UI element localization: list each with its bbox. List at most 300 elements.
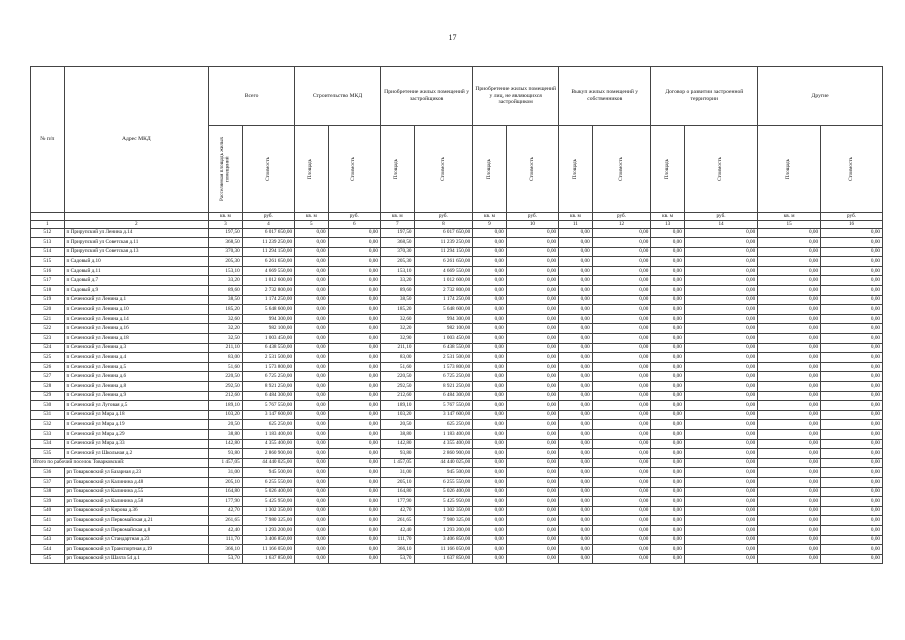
cost-cell: 0,00 — [684, 228, 757, 238]
column-numbers-row — [31, 221, 883, 229]
cost-cell: 0,00 — [592, 295, 651, 305]
area-cell: 0,00 — [473, 477, 507, 487]
row-number: 529 — [31, 391, 65, 401]
cost-cell: 8 921 250,00 — [242, 382, 294, 392]
area-cell: 89,60 — [209, 286, 243, 296]
area-cell: 0,00 — [295, 420, 329, 430]
area-cell: 0,00 — [559, 238, 593, 248]
cost-cell: 0,00 — [684, 372, 757, 382]
unit-rub: руб. — [592, 213, 651, 221]
sub-cost: Стоимость — [350, 157, 357, 181]
area-cell: 0,00 — [651, 420, 685, 430]
area-cell: 0,00 — [295, 343, 329, 353]
column-number: 9 — [473, 221, 507, 229]
area-cell: 0,00 — [651, 506, 685, 516]
area-cell: 0,00 — [559, 305, 593, 315]
cost-cell: 0,00 — [821, 382, 883, 392]
cost-cell: 0,00 — [821, 391, 883, 401]
cost-cell: 5 648 600,00 — [242, 305, 294, 315]
cost-cell: 3 147 600,00 — [242, 410, 294, 420]
area-cell: 368,50 — [380, 238, 414, 248]
cost-cell: 6 017 650,00 — [414, 228, 473, 238]
cost-cell: 6 438 550,00 — [414, 343, 473, 353]
area-cell: 0,00 — [651, 429, 685, 439]
cost-cell: 0,00 — [506, 477, 558, 487]
cost-cell: 2 732 800,00 — [242, 286, 294, 296]
area-cell: 0,00 — [295, 506, 329, 516]
cost-cell: 0,00 — [328, 353, 380, 363]
row-number: 545 — [31, 554, 65, 564]
cost-cell: 0,00 — [821, 266, 883, 276]
area-cell: 164,80 — [380, 487, 414, 497]
area-cell: 0,00 — [473, 420, 507, 430]
row-number: 523 — [31, 334, 65, 344]
cost-cell: 5 026 400,00 — [242, 487, 294, 497]
row-number: 543 — [31, 535, 65, 545]
area-cell: 0,00 — [559, 295, 593, 305]
column-number: 11 — [559, 221, 593, 229]
cost-cell: 1 293 200,00 — [242, 525, 294, 535]
cost-cell: 4 355 400,00 — [242, 439, 294, 449]
cost-cell: 994 300,00 — [414, 314, 473, 324]
cost-cell: 1 012 600,00 — [414, 276, 473, 286]
area-cell: 0,00 — [651, 545, 685, 555]
header-group-other: Другие — [758, 67, 883, 126]
area-cell: 0,00 — [295, 439, 329, 449]
relocation-table — [30, 66, 883, 564]
cost-cell: 0,00 — [684, 247, 757, 257]
area-cell: 0,00 — [295, 314, 329, 324]
area-cell: 0,00 — [295, 497, 329, 507]
cost-cell: 0,00 — [328, 334, 380, 344]
cost-cell: 11 294 150,00 — [414, 247, 473, 257]
cost-cell: 0,00 — [328, 420, 380, 430]
area-cell: 0,00 — [295, 372, 329, 382]
cost-cell: 5 425 950,00 — [414, 497, 473, 507]
area-cell: 211,10 — [209, 343, 243, 353]
sub-area: Площадь — [785, 158, 792, 180]
area-cell: 205,30 — [209, 257, 243, 267]
area-cell: 0,00 — [473, 295, 507, 305]
column-number: 6 — [328, 221, 380, 229]
cost-cell: 0,00 — [328, 487, 380, 497]
area-cell: 0,00 — [758, 286, 821, 296]
area-cell: 0,00 — [559, 276, 593, 286]
area-cell: 0,00 — [758, 487, 821, 497]
table-row — [31, 516, 883, 526]
cost-cell: 0,00 — [506, 525, 558, 535]
area-cell: 0,00 — [295, 468, 329, 478]
area-cell: 0,00 — [295, 477, 329, 487]
cost-cell: 0,00 — [592, 477, 651, 487]
area-cell: 0,00 — [559, 477, 593, 487]
subtotal-label: Итого по рабочий поселок Товарковский: — [31, 458, 209, 468]
cost-cell: 1 302 350,00 — [242, 506, 294, 516]
table-row — [31, 487, 883, 497]
cost-cell: 0,00 — [684, 497, 757, 507]
cost-cell: 0,00 — [821, 276, 883, 286]
area-cell: 164,80 — [209, 487, 243, 497]
table-row — [31, 228, 883, 238]
cost-cell: 0,00 — [592, 266, 651, 276]
cost-cell: 0,00 — [506, 334, 558, 344]
area-cell: 0,00 — [651, 487, 685, 497]
table-row — [31, 266, 883, 276]
row-number: 521 — [31, 314, 65, 324]
area-cell: 0,00 — [651, 362, 685, 372]
cost-cell: 4 669 550,00 — [242, 266, 294, 276]
cost-cell: 1 637 850,00 — [242, 554, 294, 564]
cost-cell: 0,00 — [592, 343, 651, 353]
cost-cell: 0,00 — [592, 305, 651, 315]
cost-cell: 0,00 — [821, 545, 883, 555]
table-row — [31, 276, 883, 286]
area-cell: 189,10 — [380, 401, 414, 411]
area-cell: 0,00 — [473, 286, 507, 296]
row-number: 533 — [31, 429, 65, 439]
area-cell: 0,00 — [758, 401, 821, 411]
cost-cell: 1 293 200,00 — [414, 525, 473, 535]
table-row — [31, 324, 883, 334]
cost-cell: 0,00 — [592, 228, 651, 238]
area-cell: 111,70 — [380, 535, 414, 545]
header-group-non-developer: Приобретение жилых помещений у лиц, не являющихся застройщиком — [473, 67, 559, 126]
sub-cost: Стоимость — [617, 157, 624, 181]
area-cell: 0,00 — [559, 468, 593, 478]
area-cell: 0,00 — [758, 516, 821, 526]
cost-cell: 0,00 — [328, 257, 380, 267]
area-cell: 177,90 — [209, 497, 243, 507]
cost-cell: 5 767 550,00 — [242, 401, 294, 411]
cost-cell: 5 026 400,00 — [414, 487, 473, 497]
row-number: 537 — [31, 477, 65, 487]
cost-cell: 0,00 — [328, 535, 380, 545]
area-cell: 0,00 — [473, 382, 507, 392]
cost-cell: 0,00 — [821, 458, 883, 468]
area-cell: 42,70 — [380, 506, 414, 516]
area-cell: 0,00 — [758, 545, 821, 555]
cost-cell: 6 017 650,00 — [242, 228, 294, 238]
table-row — [31, 295, 883, 305]
cost-cell: 0,00 — [506, 343, 558, 353]
header-group-development-agreement: Договор о развитии застроенной территории — [651, 67, 758, 126]
cost-cell: 0,00 — [328, 545, 380, 555]
area-cell: 0,00 — [473, 535, 507, 545]
area-cell: 0,00 — [473, 372, 507, 382]
cost-cell: 0,00 — [506, 228, 558, 238]
cost-cell: 1 012 600,00 — [242, 276, 294, 286]
area-cell: 0,00 — [559, 266, 593, 276]
area-cell: 0,00 — [758, 362, 821, 372]
area-cell: 1 457,05 — [380, 458, 414, 468]
cost-cell: 0,00 — [821, 353, 883, 363]
header-address: Адрес МКД — [64, 67, 209, 213]
cost-cell: 0,00 — [684, 506, 757, 516]
cost-cell: 0,00 — [506, 516, 558, 526]
area-cell: 0,00 — [559, 372, 593, 382]
cost-cell: 0,00 — [684, 439, 757, 449]
column-number: 7 — [380, 221, 414, 229]
cost-cell: 2 732 800,00 — [414, 286, 473, 296]
area-cell: 0,00 — [758, 266, 821, 276]
area-cell: 0,00 — [473, 228, 507, 238]
cost-cell: 11 166 050,00 — [414, 545, 473, 555]
row-number: 516 — [31, 266, 65, 276]
area-cell: 0,00 — [651, 554, 685, 564]
table-row — [31, 247, 883, 257]
address-cell: п Сеченский ул Ленина д.6 — [64, 372, 209, 382]
cost-cell: 6 725 250,00 — [242, 372, 294, 382]
cost-cell: 11 239 250,00 — [242, 238, 294, 248]
area-cell: 0,00 — [758, 449, 821, 459]
sub-area: Площадь — [663, 158, 670, 180]
cost-cell: 0,00 — [684, 449, 757, 459]
cost-cell: 0,00 — [821, 247, 883, 257]
area-cell: 0,00 — [559, 247, 593, 257]
cost-cell: 5 648 600,00 — [414, 305, 473, 315]
cost-cell: 1 573 800,00 — [414, 362, 473, 372]
area-cell: 0,00 — [295, 305, 329, 315]
cost-cell: 0,00 — [328, 324, 380, 334]
cost-cell: 0,00 — [506, 305, 558, 315]
cost-cell: 7 980 325,00 — [242, 516, 294, 526]
row-number: 532 — [31, 420, 65, 430]
area-cell: 370,30 — [380, 247, 414, 257]
address-cell: рп Товарковский ул Стандартная д.23 — [64, 535, 209, 545]
area-cell: 211,10 — [380, 343, 414, 353]
area-cell: 0,00 — [758, 497, 821, 507]
cost-cell: 0,00 — [506, 286, 558, 296]
area-cell: 0,00 — [473, 554, 507, 564]
area-cell: 0,00 — [295, 238, 329, 248]
cost-cell: 945 500,00 — [414, 468, 473, 478]
area-cell: 0,00 — [295, 324, 329, 334]
cost-cell: 0,00 — [592, 458, 651, 468]
header-group-construction: Строительство МКД — [295, 67, 381, 126]
area-cell: 205,30 — [380, 257, 414, 267]
table-row — [31, 468, 883, 478]
unit-rub: руб. — [328, 213, 380, 221]
cost-cell: 0,00 — [592, 506, 651, 516]
area-cell: 0,00 — [758, 410, 821, 420]
area-cell: 0,00 — [295, 401, 329, 411]
area-cell: 83,00 — [209, 353, 243, 363]
area-cell: 0,00 — [758, 372, 821, 382]
area-cell: 0,00 — [295, 535, 329, 545]
area-cell: 142,80 — [209, 439, 243, 449]
area-cell: 0,00 — [758, 391, 821, 401]
area-cell: 20,50 — [209, 420, 243, 430]
column-number: 15 — [758, 221, 821, 229]
address-cell: рп Товарковский ул Калинина д.55 — [64, 487, 209, 497]
area-cell: 212,60 — [380, 391, 414, 401]
cost-cell: 0,00 — [684, 477, 757, 487]
area-cell: 93,80 — [209, 449, 243, 459]
area-cell: 0,00 — [473, 334, 507, 344]
cost-cell: 0,00 — [592, 362, 651, 372]
row-number: 515 — [31, 257, 65, 267]
cost-cell: 0,00 — [821, 410, 883, 420]
cost-cell: 11 294 150,00 — [242, 247, 294, 257]
area-cell: 0,00 — [473, 305, 507, 315]
address-cell: рп Товарковский ул Шахта 54 д.1 — [64, 554, 209, 564]
cost-cell: 0,00 — [821, 324, 883, 334]
sub-area-total: Расселяемая площадь жилых помещений — [218, 136, 231, 202]
row-number: 522 — [31, 324, 65, 334]
cost-cell: 0,00 — [684, 266, 757, 276]
area-cell: 38,80 — [380, 429, 414, 439]
area-cell: 111,70 — [209, 535, 243, 545]
area-cell: 0,00 — [559, 314, 593, 324]
area-cell: 0,00 — [651, 525, 685, 535]
row-number: 514 — [31, 247, 65, 257]
cost-cell: 0,00 — [592, 525, 651, 535]
sub-cost: Стоимость — [439, 157, 446, 181]
cost-cell: 0,00 — [506, 554, 558, 564]
area-cell: 0,00 — [651, 266, 685, 276]
row-number: 513 — [31, 238, 65, 248]
area-cell: 32,60 — [380, 314, 414, 324]
area-cell: 0,00 — [758, 477, 821, 487]
cost-cell: 0,00 — [592, 410, 651, 420]
area-cell: 0,00 — [559, 506, 593, 516]
cost-cell: 0,00 — [684, 276, 757, 286]
area-cell: 0,00 — [651, 401, 685, 411]
cost-cell: 0,00 — [506, 497, 558, 507]
unit-rub: руб. — [414, 213, 473, 221]
cost-cell: 0,00 — [506, 314, 558, 324]
cost-cell: 0,00 — [684, 429, 757, 439]
area-cell: 197,50 — [380, 228, 414, 238]
unit-rub: руб. — [242, 213, 294, 221]
cost-cell: 0,00 — [592, 238, 651, 248]
table-row — [31, 305, 883, 315]
row-number: 542 — [31, 525, 65, 535]
cost-cell: 1 174 250,00 — [242, 295, 294, 305]
unit-rub: руб. — [684, 213, 757, 221]
address-cell: п Сеченский ул Школьная д.2 — [64, 449, 209, 459]
sub-area: Площадь — [393, 158, 400, 180]
cost-cell: 0,00 — [592, 449, 651, 459]
cost-cell: 0,00 — [328, 295, 380, 305]
table-row — [31, 554, 883, 564]
cost-cell: 0,00 — [684, 238, 757, 248]
area-cell: 0,00 — [473, 506, 507, 516]
cost-cell: 44 440 025,00 — [414, 458, 473, 468]
cost-cell: 0,00 — [684, 468, 757, 478]
cost-cell: 0,00 — [506, 372, 558, 382]
address-cell: п Сеченский ул Мира д.33 — [64, 439, 209, 449]
cost-cell: 0,00 — [821, 449, 883, 459]
cost-cell: 6 261 650,00 — [414, 257, 473, 267]
table-row — [31, 439, 883, 449]
sub-area: Площадь — [571, 158, 578, 180]
area-cell: 0,00 — [295, 276, 329, 286]
area-cell: 212,60 — [209, 391, 243, 401]
area-cell: 0,00 — [295, 353, 329, 363]
cost-cell: 0,00 — [328, 362, 380, 372]
area-cell: 0,00 — [651, 468, 685, 478]
area-cell: 0,00 — [651, 458, 685, 468]
cost-cell: 3 406 850,00 — [414, 535, 473, 545]
cost-cell: 0,00 — [684, 324, 757, 334]
sub-cost: Стоимость — [717, 157, 724, 181]
area-cell: 142,80 — [380, 439, 414, 449]
area-cell: 0,00 — [473, 458, 507, 468]
address-cell: п Сеченский ул Луговая д.5 — [64, 401, 209, 411]
cost-cell: 2 860 900,00 — [414, 449, 473, 459]
area-cell: 0,00 — [295, 286, 329, 296]
cost-cell: 1 183 400,00 — [242, 429, 294, 439]
area-cell: 31,00 — [380, 468, 414, 478]
cost-cell: 0,00 — [328, 314, 380, 324]
area-cell: 53,70 — [209, 554, 243, 564]
cost-cell: 0,00 — [506, 410, 558, 420]
area-cell: 0,00 — [559, 525, 593, 535]
area-cell: 0,00 — [473, 314, 507, 324]
cost-cell: 0,00 — [592, 554, 651, 564]
area-cell: 0,00 — [559, 545, 593, 555]
column-number: 3 — [209, 221, 243, 229]
table-row — [31, 286, 883, 296]
area-cell: 0,00 — [559, 439, 593, 449]
cost-cell: 0,00 — [506, 487, 558, 497]
area-cell: 0,00 — [295, 391, 329, 401]
cost-cell: 1 003 450,00 — [414, 334, 473, 344]
area-cell: 0,00 — [758, 295, 821, 305]
area-cell: 0,00 — [295, 525, 329, 535]
area-cell: 0,00 — [651, 449, 685, 459]
cost-cell: 0,00 — [684, 334, 757, 344]
cost-cell: 0,00 — [821, 372, 883, 382]
cost-cell: 2 531 500,00 — [414, 353, 473, 363]
column-number: 2 — [64, 221, 209, 229]
address-cell: п Садовый д.11 — [64, 266, 209, 276]
table-body — [31, 228, 883, 564]
cost-cell: 0,00 — [684, 458, 757, 468]
area-cell: 32,60 — [209, 314, 243, 324]
area-cell: 0,00 — [295, 516, 329, 526]
cost-cell: 6 255 550,00 — [414, 477, 473, 487]
row-number: 527 — [31, 372, 65, 382]
address-cell: п Прирупский ул Советская д.13 — [64, 247, 209, 257]
table-row — [31, 401, 883, 411]
row-number: 519 — [31, 295, 65, 305]
cost-cell: 1 183 400,00 — [414, 429, 473, 439]
table-row — [31, 410, 883, 420]
cost-cell: 0,00 — [684, 286, 757, 296]
column-number: 12 — [592, 221, 651, 229]
row-number: 541 — [31, 516, 65, 526]
table-row — [31, 372, 883, 382]
area-cell: 0,00 — [473, 247, 507, 257]
area-cell: 0,00 — [473, 391, 507, 401]
cost-cell: 0,00 — [506, 439, 558, 449]
unit-rub: руб. — [506, 213, 558, 221]
row-number: 535 — [31, 449, 65, 459]
cost-cell: 0,00 — [328, 382, 380, 392]
header-row-no: № п/п — [31, 67, 65, 213]
cost-cell: 0,00 — [684, 295, 757, 305]
area-cell: 0,00 — [651, 295, 685, 305]
cost-cell: 0,00 — [684, 535, 757, 545]
cost-cell: 0,00 — [328, 458, 380, 468]
area-cell: 0,00 — [758, 353, 821, 363]
cost-cell: 0,00 — [684, 516, 757, 526]
area-cell: 0,00 — [651, 343, 685, 353]
cost-cell: 0,00 — [506, 276, 558, 286]
area-cell: 366,10 — [380, 545, 414, 555]
